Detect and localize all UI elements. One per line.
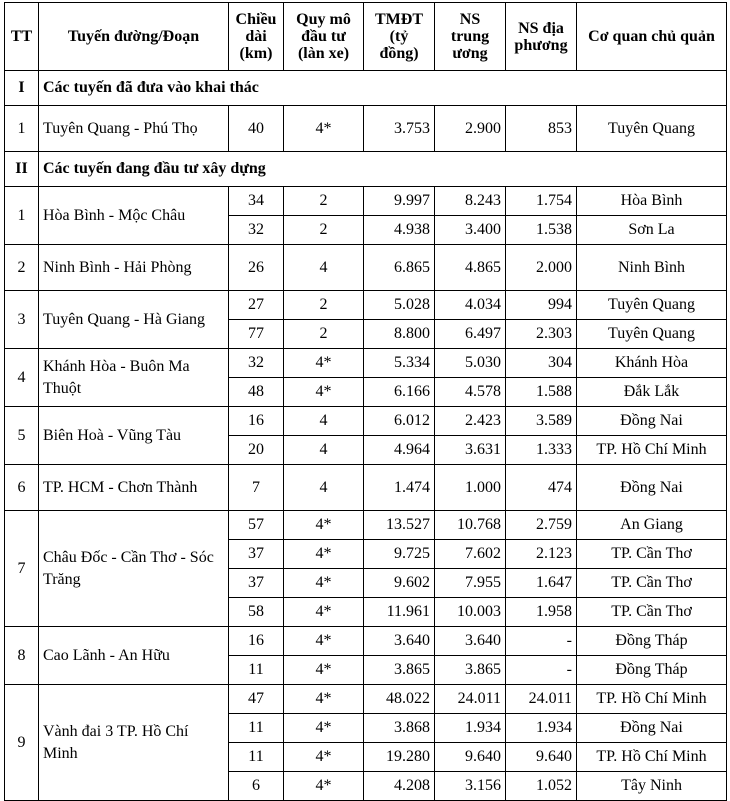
scale-cell: 4 (284, 436, 364, 465)
scale-cell: 4* (284, 743, 364, 772)
length-cell: 26 (229, 245, 284, 291)
agency-cell: TP. Cần Thơ (577, 569, 727, 598)
agency-cell: Đắk Lắk (577, 378, 727, 407)
ns-central-cell: 4.578 (435, 378, 506, 407)
agency-cell: TP. Cần Thơ (577, 540, 727, 569)
table-row (5, 407, 727, 436)
scale-cell: 4* (284, 349, 364, 378)
expressway-investment-table (4, 2, 727, 801)
ns-local-cell: 994 (506, 291, 577, 320)
scale-cell: 4 (284, 465, 364, 511)
header-scale: Quy mô đầu tư (làn xe) (284, 3, 364, 71)
header-ns-local: NS địa phương (506, 3, 577, 71)
ns-central-cell: 4.034 (435, 291, 506, 320)
ns-local-cell: 2.123 (506, 540, 577, 569)
length-cell: 47 (229, 685, 284, 714)
scale-cell: 4* (284, 598, 364, 627)
agency-cell: TP. Hồ Chí Minh (577, 743, 727, 772)
scale-cell: 2 (284, 216, 364, 245)
ns-central-cell: 3.640 (435, 627, 506, 656)
route-number: 8 (5, 627, 39, 685)
tmdt-cell: 3.865 (364, 656, 435, 685)
length-cell: 16 (229, 627, 284, 656)
scale-cell: 4* (284, 511, 364, 540)
tmdt-cell: 9.725 (364, 540, 435, 569)
route-name: Hòa Bình - Mộc Châu (39, 187, 229, 245)
tmdt-cell: 9.997 (364, 187, 435, 216)
ns-local-cell: 1.333 (506, 436, 577, 465)
agency-cell: Đồng Nai (577, 465, 727, 511)
ns-local-cell: - (506, 627, 577, 656)
agency-cell: Đồng Nai (577, 714, 727, 743)
table-row (5, 685, 727, 714)
length-cell: 37 (229, 569, 284, 598)
ns-local-cell: 1.052 (506, 772, 577, 801)
ns-local-cell: 9.640 (506, 743, 577, 772)
length-cell: 16 (229, 407, 284, 436)
route-number: 3 (5, 291, 39, 349)
header-length: Chiều dài (km) (229, 3, 284, 71)
ns-central-cell: 9.640 (435, 743, 506, 772)
scale-cell: 2 (284, 187, 364, 216)
tmdt-cell: 1.474 (364, 465, 435, 511)
ns-central-cell: 7.955 (435, 569, 506, 598)
agency-cell: TP. Hồ Chí Minh (577, 685, 727, 714)
table-row (5, 291, 727, 320)
ns-local-cell: 1.538 (506, 216, 577, 245)
ns-central-cell: 6.497 (435, 320, 506, 349)
tmdt-cell: 3.868 (364, 714, 435, 743)
ns-local-cell: 2.303 (506, 320, 577, 349)
scale-cell: 2 (284, 291, 364, 320)
table-row (5, 106, 727, 152)
route-name: Châu Đốc - Cần Thơ - Sóc Trăng (39, 511, 229, 627)
section-row (5, 152, 727, 187)
route-number: 7 (5, 511, 39, 627)
header-agency: Cơ quan chủ quản (577, 3, 727, 71)
header-route: Tuyến đường/Đoạn (39, 3, 229, 71)
ns-central-cell: 3.631 (435, 436, 506, 465)
ns-local-cell: 304 (506, 349, 577, 378)
ns-local-cell: 1.958 (506, 598, 577, 627)
length-cell: 11 (229, 714, 284, 743)
agency-cell: Tuyên Quang (577, 106, 727, 152)
tmdt-cell: 48.022 (364, 685, 435, 714)
scale-cell: 4* (284, 714, 364, 743)
length-cell: 34 (229, 187, 284, 216)
length-cell: 11 (229, 656, 284, 685)
route-name: Vành đai 3 TP. Hồ Chí Minh (39, 685, 229, 801)
ns-central-cell: 4.865 (435, 245, 506, 291)
ns-central-cell: 2.900 (435, 106, 506, 152)
tmdt-cell: 6.865 (364, 245, 435, 291)
scale-cell: 4 (284, 407, 364, 436)
scale-cell: 4* (284, 656, 364, 685)
length-cell: 32 (229, 349, 284, 378)
route-name: Tuyên Quang - Phú Thọ (39, 106, 229, 152)
length-cell: 7 (229, 465, 284, 511)
route-name: Biên Hoà - Vũng Tàu (39, 407, 229, 465)
header-tmdt: TMĐT (tỷ đồng) (364, 3, 435, 71)
table-row (5, 511, 727, 540)
agency-cell: TP. Cần Thơ (577, 598, 727, 627)
ns-local-cell: 2.000 (506, 245, 577, 291)
section-number: II (5, 152, 39, 187)
ns-local-cell: 2.759 (506, 511, 577, 540)
length-cell: 20 (229, 436, 284, 465)
route-number: 6 (5, 465, 39, 511)
length-cell: 58 (229, 598, 284, 627)
tmdt-cell: 4.964 (364, 436, 435, 465)
length-cell: 6 (229, 772, 284, 801)
route-name: Cao Lãnh - An Hữu (39, 627, 229, 685)
section-title: Các tuyến đang đầu tư xây dựng (39, 152, 727, 187)
ns-central-cell: 10.003 (435, 598, 506, 627)
scale-cell: 4* (284, 106, 364, 152)
agency-cell: Tuyên Quang (577, 320, 727, 349)
agency-cell: Ninh Bình (577, 245, 727, 291)
agency-cell: Đồng Tháp (577, 656, 727, 685)
tmdt-cell: 6.012 (364, 407, 435, 436)
route-number: 2 (5, 245, 39, 291)
ns-local-cell: 3.589 (506, 407, 577, 436)
ns-central-cell: 10.768 (435, 511, 506, 540)
route-number: 1 (5, 187, 39, 245)
ns-local-cell: 1.934 (506, 714, 577, 743)
tmdt-cell: 8.800 (364, 320, 435, 349)
tmdt-cell: 3.640 (364, 627, 435, 656)
scale-cell: 4* (284, 540, 364, 569)
length-cell: 40 (229, 106, 284, 152)
table-row (5, 245, 727, 291)
tmdt-cell: 5.028 (364, 291, 435, 320)
ns-central-cell: 8.243 (435, 187, 506, 216)
agency-cell: An Giang (577, 511, 727, 540)
agency-cell: TP. Hồ Chí Minh (577, 436, 727, 465)
scale-cell: 4* (284, 569, 364, 598)
ns-central-cell: 3.400 (435, 216, 506, 245)
tmdt-cell: 6.166 (364, 378, 435, 407)
scale-cell: 4 (284, 245, 364, 291)
ns-local-cell: 24.011 (506, 685, 577, 714)
ns-local-cell: 474 (506, 465, 577, 511)
route-name: Khánh Hòa - Buôn Ma Thuột (39, 349, 229, 407)
route-number: 5 (5, 407, 39, 465)
table-row (5, 349, 727, 378)
scale-cell: 4* (284, 772, 364, 801)
tmdt-cell: 11.961 (364, 598, 435, 627)
tmdt-cell: 13.527 (364, 511, 435, 540)
section-title: Các tuyến đã đưa vào khai thác (39, 71, 727, 106)
agency-cell: Đồng Nai (577, 407, 727, 436)
route-number: 1 (5, 106, 39, 152)
length-cell: 48 (229, 378, 284, 407)
ns-local-cell: - (506, 656, 577, 685)
ns-local-cell: 853 (506, 106, 577, 152)
ns-central-cell: 24.011 (435, 685, 506, 714)
table-row (5, 187, 727, 216)
section-number: I (5, 71, 39, 106)
agency-cell: Khánh Hòa (577, 349, 727, 378)
scale-cell: 2 (284, 320, 364, 349)
tmdt-cell: 5.334 (364, 349, 435, 378)
table-row (5, 465, 727, 511)
route-number: 4 (5, 349, 39, 407)
ns-central-cell: 1.000 (435, 465, 506, 511)
route-name: Ninh Bình - Hải Phòng (39, 245, 229, 291)
ns-central-cell: 5.030 (435, 349, 506, 378)
scale-cell: 4* (284, 685, 364, 714)
ns-central-cell: 1.934 (435, 714, 506, 743)
tmdt-cell: 9.602 (364, 569, 435, 598)
tmdt-cell: 3.753 (364, 106, 435, 152)
route-name: Tuyên Quang - Hà Giang (39, 291, 229, 349)
agency-cell: Hòa Bình (577, 187, 727, 216)
ns-local-cell: 1.754 (506, 187, 577, 216)
length-cell: 77 (229, 320, 284, 349)
ns-local-cell: 1.647 (506, 569, 577, 598)
length-cell: 27 (229, 291, 284, 320)
length-cell: 37 (229, 540, 284, 569)
section-row (5, 71, 727, 106)
ns-central-cell: 7.602 (435, 540, 506, 569)
length-cell: 57 (229, 511, 284, 540)
agency-cell: Tuyên Quang (577, 291, 727, 320)
ns-local-cell: 1.588 (506, 378, 577, 407)
agency-cell: Sơn La (577, 216, 727, 245)
length-cell: 32 (229, 216, 284, 245)
ns-central-cell: 3.865 (435, 656, 506, 685)
agency-cell: Tây Ninh (577, 772, 727, 801)
length-cell: 11 (229, 743, 284, 772)
tmdt-cell: 4.938 (364, 216, 435, 245)
table-row (5, 627, 727, 656)
agency-cell: Đồng Tháp (577, 627, 727, 656)
scale-cell: 4* (284, 378, 364, 407)
scale-cell: 4* (284, 627, 364, 656)
tmdt-cell: 4.208 (364, 772, 435, 801)
ns-central-cell: 3.156 (435, 772, 506, 801)
route-name: TP. HCM - Chơn Thành (39, 465, 229, 511)
header-ns-central: NS trung ương (435, 3, 506, 71)
header-row (5, 3, 727, 71)
route-number: 9 (5, 685, 39, 801)
header-tt: TT (5, 3, 39, 71)
ns-central-cell: 2.423 (435, 407, 506, 436)
tmdt-cell: 19.280 (364, 743, 435, 772)
